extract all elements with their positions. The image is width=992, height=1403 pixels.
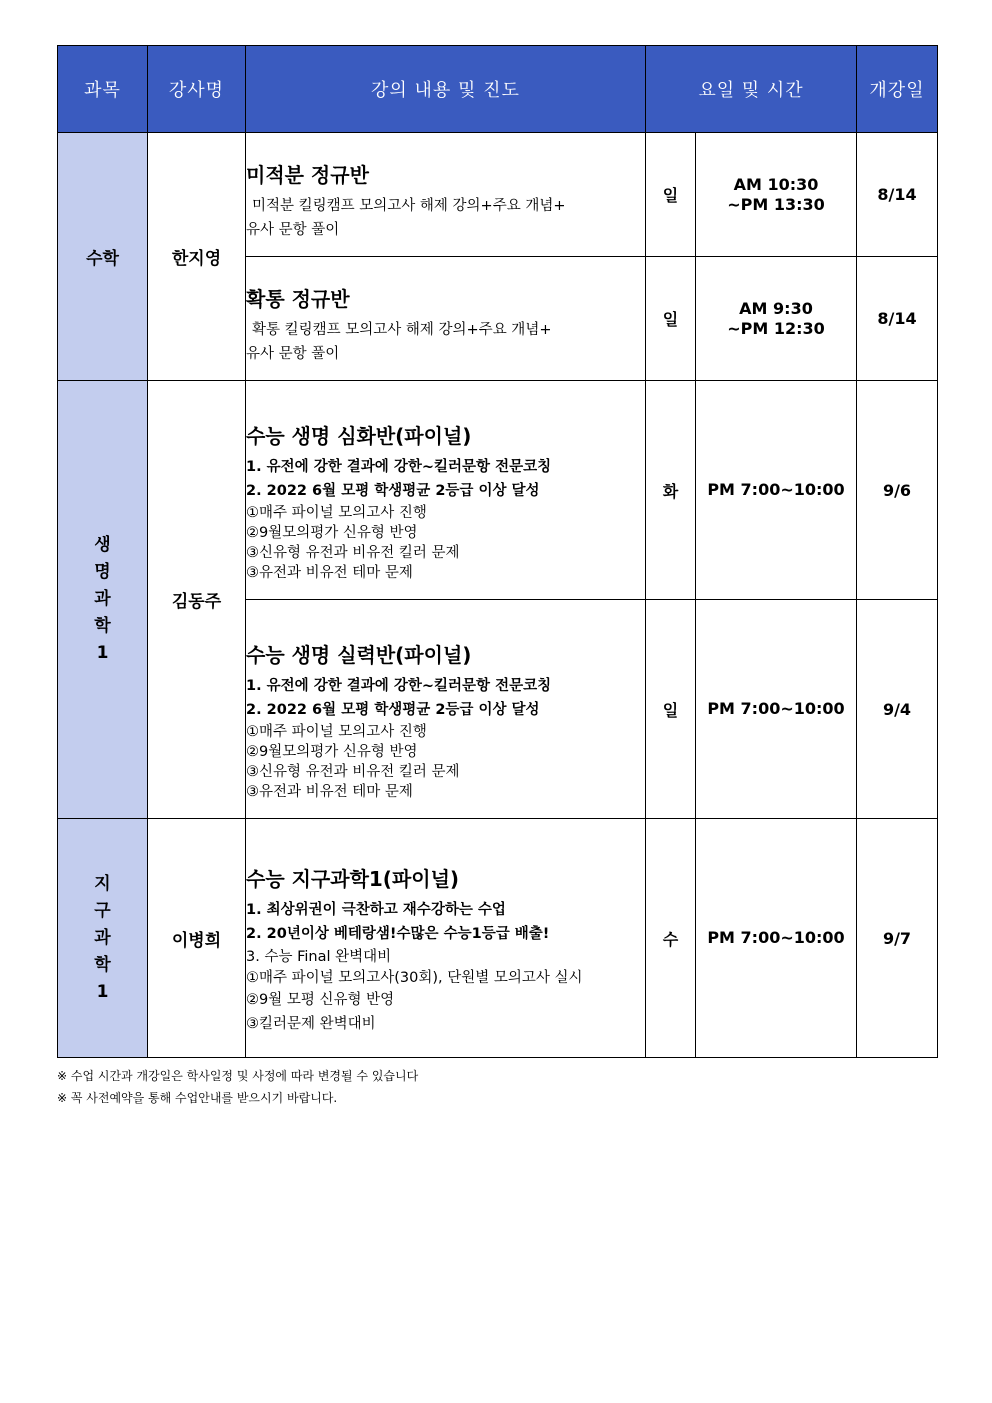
class-point: 3. 수능 Final 완벽대비 bbox=[246, 948, 392, 965]
header-row bbox=[58, 46, 938, 133]
class-item: ②9월모의평가 신유형 반영 bbox=[246, 743, 418, 760]
class-desc: 미적분 킬링캠프 모의고사 해제 강의+주요 개념+ bbox=[252, 198, 566, 214]
class-item: ③유전과 비유전 테마 문제 bbox=[246, 783, 413, 800]
header-subject: 과목 bbox=[58, 46, 148, 133]
start-cell: 9/7 bbox=[857, 819, 938, 1058]
time-range: PM 7:00~10:00 bbox=[707, 928, 845, 947]
header-teacher: 강사명 bbox=[148, 46, 246, 133]
class-point: 2. 2022 6월 모평 학생평균 2등급 이상 달성 bbox=[246, 701, 540, 718]
teacher-cell: 한지영 bbox=[148, 133, 246, 381]
subject-cell: 수학 bbox=[58, 133, 148, 381]
subject-char: 1 bbox=[96, 981, 109, 1002]
class-item: ①매주 파이널 모의고사(30회), 단원별 모의고사 실시 bbox=[246, 969, 583, 986]
class-title: 수능 생명 실력반(파이널) bbox=[246, 642, 472, 667]
table-row bbox=[58, 381, 938, 600]
class-desc: 유사 문항 풀이 bbox=[246, 346, 340, 362]
day-cell: 일 bbox=[646, 133, 696, 257]
class-item: ②9월 모평 신유형 반영 bbox=[246, 991, 395, 1008]
time-end: ~PM 12:30 bbox=[727, 318, 825, 338]
time-start: AM 9:30 bbox=[739, 298, 813, 318]
header-start: 개강일 bbox=[857, 46, 938, 133]
teacher-cell: 김동주 bbox=[148, 381, 246, 819]
class-desc: 확통 킬링캠프 모의고사 해제 강의+주요 개념+ bbox=[252, 322, 552, 338]
class-point: 2. 2022 6월 모평 학생평균 2등급 이상 달성 bbox=[246, 482, 540, 499]
day-cell: 일 bbox=[646, 600, 696, 819]
footnote: ※ 수업 시간과 개강일은 학사일정 및 사정에 따라 변경될 수 있습니다 bbox=[57, 1069, 419, 1083]
subject-char: 과 bbox=[94, 589, 111, 609]
time-range: PM 7:00~10:00 bbox=[707, 480, 845, 499]
table-row bbox=[58, 819, 938, 1058]
day-cell: 수 bbox=[646, 819, 696, 1058]
footnote: ※ 꼭 사전예약을 통해 수업안내를 받으시기 바랍니다. bbox=[57, 1091, 338, 1105]
time-end: ~PM 13:30 bbox=[727, 194, 825, 214]
time-start: AM 10:30 bbox=[733, 174, 819, 194]
class-title: 수능 지구과학1(파이널) bbox=[246, 866, 460, 891]
subject-char: 생 bbox=[94, 535, 111, 555]
class-point: 1. 최상위권이 극찬하고 재수강하는 수업 bbox=[246, 901, 506, 918]
footnotes bbox=[57, 1065, 418, 1109]
time-cell bbox=[696, 133, 857, 257]
class-item: ①매주 파이널 모의고사 진행 bbox=[246, 504, 427, 521]
time-cell bbox=[696, 257, 857, 381]
table-row bbox=[58, 133, 938, 257]
time-range: PM 7:00~10:00 bbox=[707, 699, 845, 718]
class-item: ③킬러문제 완벽대비 bbox=[246, 1015, 376, 1032]
subject-cell bbox=[58, 381, 148, 819]
class-item: ①매주 파이널 모의고사 진행 bbox=[246, 723, 427, 740]
schedule-table bbox=[57, 45, 938, 1058]
class-title: 미적분 정규반 bbox=[246, 163, 369, 187]
start-cell: 9/6 bbox=[857, 381, 938, 600]
subject-cell bbox=[58, 819, 148, 1058]
time-cell bbox=[696, 600, 857, 819]
subject-char: 학 bbox=[94, 954, 111, 975]
class-item: ③신유형 유전과 비유전 킬러 문제 bbox=[246, 544, 460, 561]
class-title: 수능 생명 심화반(파이널) bbox=[246, 423, 472, 448]
class-point: 1. 유전에 강한 결과에 강한~킬러문항 전문코칭 bbox=[246, 458, 552, 475]
header-content: 강의 내용 및 진도 bbox=[246, 46, 646, 133]
day-cell: 화 bbox=[646, 381, 696, 600]
class-item: ③신유형 유전과 비유전 킬러 문제 bbox=[246, 763, 460, 780]
class-content bbox=[246, 600, 646, 819]
subject-char: 학 bbox=[94, 616, 111, 636]
class-desc: 유사 문항 풀이 bbox=[246, 222, 340, 238]
header-schedule: 요일 및 시간 bbox=[646, 46, 857, 133]
start-cell: 8/14 bbox=[857, 133, 938, 257]
class-item: ②9월모의평가 신유형 반영 bbox=[246, 524, 418, 541]
time-cell bbox=[696, 381, 857, 600]
class-content bbox=[246, 257, 646, 381]
start-cell: 8/14 bbox=[857, 257, 938, 381]
subject-char: 과 bbox=[94, 927, 111, 948]
start-cell: 9/4 bbox=[857, 600, 938, 819]
class-content bbox=[246, 381, 646, 600]
subject-char: 구 bbox=[94, 900, 111, 921]
subject-char: 1 bbox=[96, 643, 109, 663]
subject-char: 지 bbox=[94, 873, 111, 894]
class-item: ③유전과 비유전 테마 문제 bbox=[246, 564, 413, 581]
class-point: 2. 20년이상 베테랑샘!수많은 수능1등급 배출! bbox=[246, 925, 550, 942]
subject-char: 명 bbox=[94, 562, 111, 582]
class-point: 1. 유전에 강한 결과에 강한~킬러문항 전문코칭 bbox=[246, 677, 552, 694]
time-cell bbox=[696, 819, 857, 1058]
class-content bbox=[246, 819, 646, 1058]
day-cell: 일 bbox=[646, 257, 696, 381]
class-content bbox=[246, 133, 646, 257]
teacher-cell: 이병희 bbox=[148, 819, 246, 1058]
class-title: 확통 정규반 bbox=[246, 287, 350, 311]
